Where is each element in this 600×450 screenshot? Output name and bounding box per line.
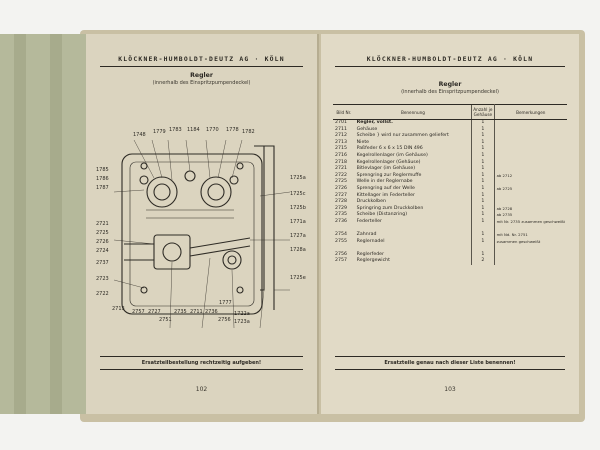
callout-label: 1725e <box>290 275 306 281</box>
part-name: Paßfeder 6 x 6 x 15 DIN 496 <box>356 146 423 152</box>
part-remark <box>494 226 567 233</box>
column-header-note: Bemerkungen <box>494 105 567 120</box>
callout-label: 2722 <box>96 291 109 297</box>
callout-label: 1725b <box>290 205 306 211</box>
part-quantity: 1 <box>472 120 494 127</box>
table-row <box>333 212 567 219</box>
part-number: 2722 <box>335 172 347 178</box>
callout-label: 2711 <box>190 309 203 315</box>
part-number: 2711 <box>335 126 347 132</box>
callout-label: 2713 <box>112 306 125 312</box>
part-name: Federteller <box>356 218 382 224</box>
part-name: Welle in der Reglernabe <box>356 179 413 185</box>
part-number: 2736 <box>335 218 347 224</box>
callout-label: 1723a <box>234 319 250 325</box>
spine-stripe <box>14 34 26 414</box>
part-remark <box>494 120 567 127</box>
part-number: 2726 <box>335 185 347 191</box>
part-number: 2718 <box>335 159 347 165</box>
table-row <box>333 153 567 160</box>
part-name: Sprengring zur Reglermuffe <box>356 172 422 178</box>
part-remark: ab 2725 <box>496 185 513 191</box>
part-quantity: 1 <box>472 146 494 153</box>
table-row <box>333 239 567 246</box>
callout-label: 1777 <box>219 300 232 306</box>
part-quantity: 1 <box>472 239 494 246</box>
table-row <box>333 179 567 186</box>
callout-label: 2724 <box>96 248 109 254</box>
callout-label: 1778 <box>226 127 239 133</box>
table-row <box>333 258 567 265</box>
part-name: Sprengring auf der Welle <box>356 185 415 191</box>
table-row <box>333 199 567 206</box>
part-name: Reglerfeder <box>356 251 384 257</box>
callout-label: 1785 <box>96 167 109 173</box>
part-remark: ab 2735 <box>496 212 513 218</box>
table-row <box>333 232 567 239</box>
part-remark <box>494 245 567 252</box>
part-name: Scheibe } wird nur zusammen geliefert <box>356 133 449 139</box>
page-number: 102 <box>195 386 208 393</box>
part-number: 2735 <box>335 212 347 218</box>
callout-label: 1787 <box>96 185 109 191</box>
part-number: 2721 <box>335 166 347 172</box>
page-header: KLÖCKNER-HUMBOLDT-DEUTZ AG · KÖLN <box>100 52 303 67</box>
part-remark: mit Nd. Nr. 2751 <box>496 232 528 238</box>
part-number: 2727 <box>335 192 347 198</box>
diagram-subtitle: (innerhalb des Einspritzpumpendeckel) <box>152 80 251 86</box>
part-remark <box>494 160 567 167</box>
part-remark <box>494 140 567 147</box>
callout-label: 2723 <box>96 276 109 282</box>
part-remark <box>494 199 567 206</box>
part-remark <box>494 166 567 173</box>
part-number: 2755 <box>335 238 347 244</box>
book-cover-spine <box>0 34 87 414</box>
callout-label: 1782 <box>242 129 255 135</box>
part-quantity: 1 <box>472 193 494 200</box>
part-remark <box>494 153 567 160</box>
callout-label: 1748 <box>133 132 146 138</box>
part-quantity: 1 <box>472 186 494 193</box>
part-number: 2729 <box>335 205 347 211</box>
part-quantity: 1 <box>472 212 494 219</box>
part-quantity: 1 <box>472 206 494 213</box>
part-number: 2715 <box>335 146 347 152</box>
part-name: Gehäuse <box>356 126 378 132</box>
parts-table-header <box>333 105 567 120</box>
part-quantity: 1 <box>472 127 494 134</box>
naming-reminder-note: Ersatzteile genau nach dieser Liste benennen! <box>335 356 565 370</box>
part-name: Scheibe (Distanzring) <box>356 212 408 218</box>
part-quantity: 1 <box>472 179 494 186</box>
parts-list-subtitle: (innerhalb des Einspritzpumpendeckel) <box>401 89 499 95</box>
part-name: Bitlevlager (im Gehäuse) <box>356 166 416 172</box>
part-number: 2754 <box>335 232 347 238</box>
callout-label: 1786 <box>96 176 109 182</box>
callout-label: 2751 <box>159 317 172 323</box>
page-number: 103 <box>444 386 456 393</box>
part-name: Zahnrad <box>356 232 377 238</box>
table-row <box>333 219 567 226</box>
part-name: Springring zum Druckkolben <box>356 205 424 211</box>
callout-label: 1771a <box>290 219 306 225</box>
part-name: Reglergewicht <box>356 258 390 264</box>
parts-list-title: Regler <box>438 81 462 88</box>
right-page <box>321 34 579 414</box>
part-remark <box>494 127 567 134</box>
part-name: Kegelrollenlager (Gehäuse) <box>356 159 421 165</box>
table-row <box>333 120 567 127</box>
page-header: KLÖCKNER-HUMBOLDT-DEUTZ AG · KÖLN <box>335 52 565 67</box>
part-name: Reglernadel <box>356 238 385 244</box>
part-number <box>333 245 355 252</box>
column-header-qty: Anzahl je Gehäuse <box>472 105 494 120</box>
table-row <box>333 245 567 252</box>
part-name <box>355 245 472 252</box>
column-header-name: Benennung <box>355 105 472 120</box>
part-name: Niete <box>356 139 370 145</box>
part-quantity: 1 <box>472 133 494 140</box>
part-number: 2728 <box>335 199 347 205</box>
table-row <box>333 133 567 140</box>
part-quantity: 1 <box>472 219 494 226</box>
part-number: 2712 <box>335 133 347 139</box>
part-quantity: 1 <box>472 140 494 147</box>
parts-table <box>333 104 567 265</box>
callout-label: 1725a <box>290 175 306 181</box>
part-remark <box>494 252 567 259</box>
column-header-nr: Bild Nr. <box>333 105 355 120</box>
part-remark: ab 2712 <box>496 172 513 178</box>
callout-label: 1783 <box>169 127 182 133</box>
part-quantity <box>472 245 494 252</box>
part-number: 2713 <box>335 139 347 145</box>
part-quantity: 1 <box>472 173 494 180</box>
callout-label: 2737 <box>96 260 109 266</box>
part-quantity: 1 <box>472 166 494 173</box>
callout-label: 1779 <box>153 129 166 135</box>
part-remark <box>494 258 567 265</box>
part-remark: mit Nr. 2735 zusammen geschweißt <box>496 218 565 224</box>
part-number: 2701 <box>335 120 347 125</box>
callout-label: 2725 <box>96 230 109 236</box>
part-name: Druckkolben <box>356 199 387 205</box>
callout-label: 2727 <box>148 309 161 315</box>
callout-label: 2735 <box>174 309 187 315</box>
part-quantity: 1 <box>472 252 494 259</box>
callout-label: 1770 <box>206 127 219 133</box>
part-quantity: 2 <box>472 258 494 265</box>
part-remark <box>494 193 567 200</box>
table-row <box>333 146 567 153</box>
part-remark <box>494 179 567 186</box>
part-remark <box>494 146 567 153</box>
part-quantity: 1 <box>472 160 494 167</box>
part-number: 2757 <box>335 258 347 264</box>
callout-label: 1184 <box>187 127 200 133</box>
part-name: Regler, vollst. <box>356 120 393 125</box>
callout-label: 2756 <box>218 317 231 323</box>
part-number: 2756 <box>335 251 347 257</box>
callout-label: 1725c <box>290 191 306 197</box>
callout-label: 2721 <box>96 221 109 227</box>
part-quantity: 1 <box>472 199 494 206</box>
table-row <box>333 166 567 173</box>
governor-diagram <box>114 140 290 328</box>
part-quantity: 1 <box>472 153 494 160</box>
diagram-title: Regler <box>190 72 213 79</box>
part-name: Kittellager im Federteller <box>356 192 415 198</box>
part-number: 2716 <box>335 152 347 158</box>
part-number: 2725 <box>335 179 347 185</box>
part-remark: ab 2728 <box>496 205 513 211</box>
part-remark <box>494 133 567 140</box>
part-remark: zusammen geschweißt <box>496 238 541 244</box>
callout-label: 1728a <box>290 247 306 253</box>
callout-label: 2736 <box>205 309 218 315</box>
table-row <box>333 186 567 193</box>
part-name: Kegelrollenlager (im Gehäuse) <box>356 152 428 158</box>
spine-stripe <box>50 34 62 414</box>
left-page <box>86 34 319 414</box>
part-quantity: 1 <box>472 232 494 239</box>
callout-label: 2726 <box>96 239 109 245</box>
callout-label: 2757 <box>132 309 145 315</box>
callout-label: 1727a <box>290 233 306 239</box>
callout-label: 1722a <box>234 311 250 317</box>
order-reminder-note: Ersatzteilbestellung rechtzeitig aufgeben! <box>100 356 303 370</box>
